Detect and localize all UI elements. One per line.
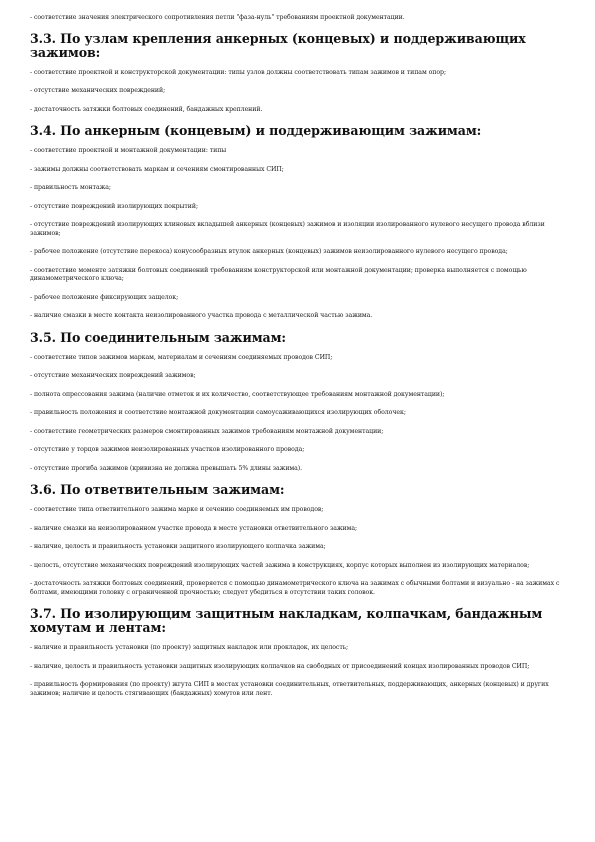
- list-item: - наличие, целость и правильность установки защитных изолирующих колпачков на свободных от присоединений концах изолированных проводов СИП;: [30, 662, 530, 670]
- list-item: - соответствие геометрических размеров смонтированных зажимов требованиям монтажной документации;: [30, 427, 384, 435]
- section: [30, 124, 565, 321]
- list-item: - отсутствие механических повреждений зажимов;: [30, 372, 196, 379]
- list-item: - наличие и правильность установки (по проекту) защитных накладок или прокладок, их целость;: [30, 644, 349, 651]
- list-item: - соответствие типов зажимов маркам, материалам и сечениям соединяемых проводов СИП;: [30, 353, 333, 361]
- section: [30, 483, 565, 597]
- list-item: - рабочее положение (отсутствие перекоса) конусообразных втулок анкерных (концевых) зажимов неизолированного нулевого несущего провода;: [30, 248, 508, 255]
- list-item: - достаточность затяжки болтовых соединений, бандажных креплений.: [30, 105, 263, 113]
- section-title: 3.4. По анкерным (концевым) и поддерживающим зажимам:: [30, 123, 482, 138]
- section: [30, 607, 565, 698]
- list-item: - правильность положения и соответствие монтажной документации самоусаживающихся изолирующих оболочек;: [30, 409, 406, 416]
- sections-container: [30, 32, 565, 699]
- section: [30, 331, 565, 474]
- section-title: 3.5. По соединительным зажимам:: [30, 329, 286, 345]
- list-item: - рабочее положение фиксирующих защелок;: [30, 293, 179, 301]
- list-item: - целость, отсутствие механических повреждений изолирующих частей зажима в конструкциях, корпус которых выполнен из изолирующих материалов;: [30, 561, 530, 569]
- list-item: - зажимы должны соответствовать маркам и сечениям смонтированных СИП;: [30, 165, 284, 173]
- list-item: - соответствие типа ответвительного зажима марке и сечению соединяемых им проводов;: [30, 506, 324, 513]
- list-item: - правильность формирования (по проекту) жгута СИП в местах установки соединительных, ответвительных, поддерживающих, анкерных (концевых) и других зажимов; наличие и целость стягивающих (бандажных) хомутов или лент.: [30, 681, 549, 697]
- list-item: - отсутствие повреждений изолирующих клиновых вкладышей анкерных (концевых) зажимов и изоляции изолированного нулевого несущего провода вблизи зажимов;: [30, 221, 545, 237]
- list-item: - отсутствие повреждений изолирующих покрытий;: [30, 202, 198, 210]
- section-title: 3.3. По узлам крепления анкерных (концевых) и поддерживающих зажимов:: [30, 30, 526, 60]
- list-item: - наличие, целость и правильность установки защитного изолирующего колпачка зажима;: [30, 543, 326, 550]
- list-item: - достаточность затяжки болтовых соединений, проверяется с помощью динамометрического ключа на зажимах с обычными болтами и визуально - на зажимах с болтами, имеющими головку с ограниченной прочностью; следует убедиться в отсутствии таких головок.: [30, 580, 560, 596]
- list-item: - соответствие проектной и конструкторской документации: типы узлов должны соответствовать типам зажимов и типам опор;: [30, 68, 446, 76]
- list-item: - соответствие моменте затяжки болтовых соединений требованиям конструкторской или монтажной документации; проверка выполняется с помощью динамометрического ключа;: [30, 266, 527, 282]
- list-item: - соответствие проектной и монтажной документации: типы: [30, 147, 227, 154]
- list-item: - соответствие значения электрического сопротивления петли "фаза-нуль" требованиям проектной документации.: [30, 14, 405, 21]
- section: [30, 32, 565, 115]
- list-item: - наличие смазки в месте контакта неизолированного участка провода с металлической частью зажима.: [30, 312, 373, 319]
- list-item: - отсутствие у торцов зажимов неизолированных участков изолированного провода;: [30, 446, 305, 453]
- list-item: - правильность монтажа;: [30, 184, 111, 191]
- section-title: 3.6. По ответвительным зажимам:: [30, 482, 285, 497]
- list-item: - полнота опрессования зажима (наличие отметок и их количество, соответствующее требованиям монтажной документации);: [30, 390, 445, 398]
- list-item: - отсутствие прогиба зажимов (кривизна не должна превышать 5% длины зажима).: [30, 464, 303, 472]
- list-item: - отсутствие механических повреждений;: [30, 87, 166, 94]
- list-item: - наличие смазки на неизолированном участке провода в месте установки ответвительного зажима;: [30, 524, 358, 532]
- section-title: 3.7. По изолирующим защитным накладкам, колпачкам, бандажным хомутам и лентам:: [30, 606, 543, 635]
